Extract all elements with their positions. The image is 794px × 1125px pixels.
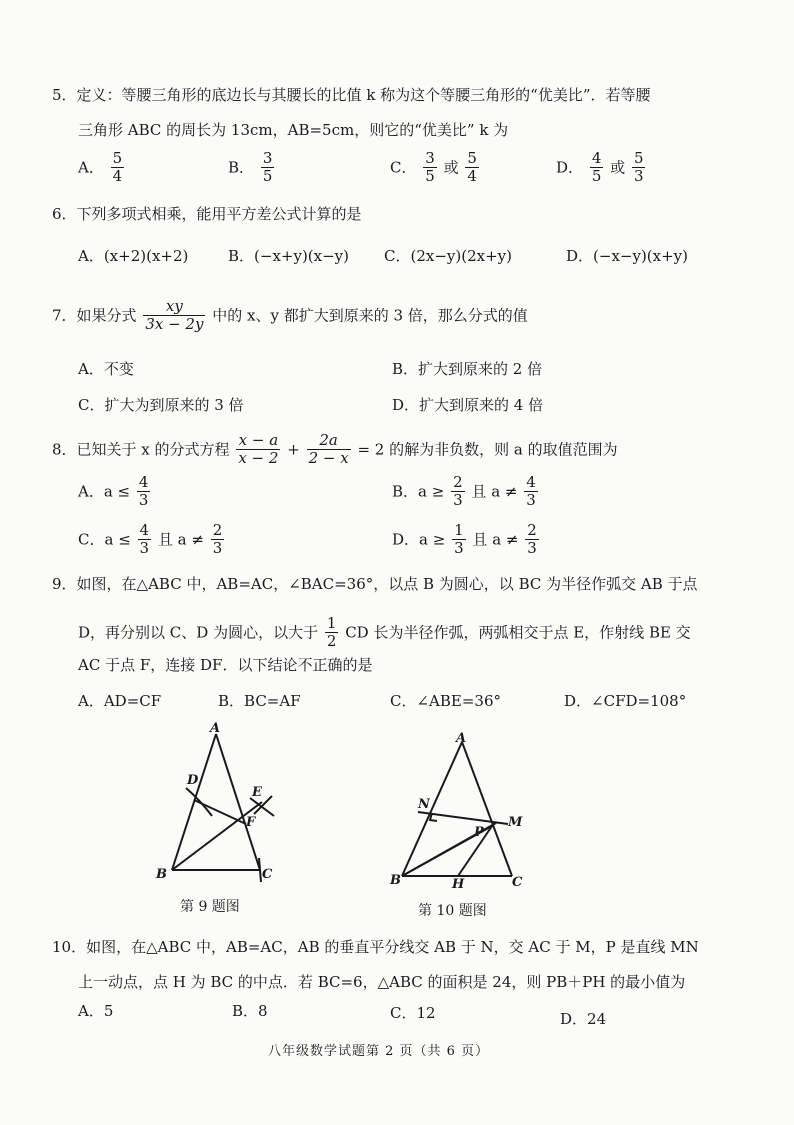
fraction	[261, 150, 275, 185]
denominator: 3	[138, 491, 149, 509]
denominator: 4	[112, 167, 123, 185]
question-9-line2	[78, 615, 691, 650]
denominator: 5	[425, 167, 435, 185]
question-10-option-a: A．5	[78, 1002, 114, 1020]
label-p: P	[474, 825, 484, 840]
option-label: A．	[78, 158, 104, 177]
fraction	[590, 150, 604, 185]
fraction	[236, 432, 280, 467]
fraction	[525, 522, 539, 557]
fraction	[452, 522, 466, 557]
option-label: D．	[556, 158, 584, 177]
question-10-option-c: C．12	[390, 1004, 436, 1022]
question-8-option-d	[392, 522, 541, 557]
denominator: 3	[526, 491, 536, 509]
label-e: E	[252, 785, 262, 800]
or-word: 或	[610, 158, 626, 177]
numerator: 3	[425, 149, 435, 167]
denominator: 3	[212, 539, 223, 557]
stem-text: D，再分别以 C、D 为圆心，以大于	[78, 623, 319, 642]
stem-text: 中的 x、y 都扩大到原来的 3 倍，那么分式的值	[212, 306, 528, 325]
or-word: 或	[443, 158, 459, 177]
numerator: 1	[326, 614, 337, 632]
denominator: 2	[326, 632, 337, 650]
numerator: 5	[112, 149, 123, 167]
question-8-option-a	[78, 474, 152, 509]
option-text: B．a ≥	[392, 482, 445, 501]
question-9-line1: 9．如图，在△ABC 中，AB=AC，∠BAC=36°，以点 B 为圆心，以 BC 为半径作弧交 AB 于点	[52, 575, 698, 593]
question-10-line2: 上一动点，点 H 为 BC 的中点．若 BC=6，△ABC 的面积是 24，则 PB＋PH 的最小值为	[78, 973, 686, 991]
denominator: 4	[467, 167, 477, 185]
question-9-line3: AC 于点 F，连接 DF．以下结论不正确的是	[78, 656, 373, 674]
label-f: F	[246, 815, 256, 830]
label-m: M	[508, 815, 523, 830]
option-text: C．a ≤	[78, 530, 131, 549]
label-b: B	[390, 873, 401, 888]
question-8-option-c	[78, 522, 226, 557]
fraction	[111, 150, 125, 185]
question-10-option-b: B．8	[232, 1002, 268, 1020]
label-h: H	[452, 877, 465, 890]
question-5-option-d	[556, 150, 647, 185]
fraction	[524, 474, 538, 509]
option-text: 且 a ≠	[472, 530, 519, 549]
fraction	[211, 522, 225, 557]
question-10-line1: 10．如图，在△ABC 中，AB=AC，AB 的垂直平分线交 AB 于 N，交 AC 于 M，P 是直线 MN	[52, 938, 699, 956]
denominator: 3x − 2y	[145, 315, 204, 333]
numerator: x − a	[236, 432, 280, 450]
label-a: A	[210, 721, 221, 736]
numerator: 4	[139, 521, 150, 539]
question-8-option-b	[392, 474, 540, 509]
question-9-option-b: B．BC=AF	[218, 692, 301, 710]
question-8-stem	[52, 432, 618, 467]
denominator: 3	[527, 539, 537, 557]
option-label: B．	[228, 158, 255, 177]
denominator: x − 2	[238, 449, 279, 467]
label-a: A	[456, 731, 467, 746]
denominator: 3	[454, 539, 464, 557]
denominator: 3	[633, 167, 644, 185]
numerator: 2	[453, 473, 463, 491]
figure-10-caption: 第 10 题图	[418, 903, 487, 919]
label-n: N	[418, 797, 430, 812]
numerator: 5	[633, 149, 644, 167]
denominator: 3	[453, 491, 463, 509]
stem-text: CD 长为半径作弧，两弧相交于点 E，作射线 BE 交	[345, 623, 691, 642]
question-5-option-a	[78, 150, 126, 185]
question-9-option-a: A．AD=CF	[78, 692, 162, 710]
stem-text: 8．已知关于 x 的分式方程	[52, 440, 230, 459]
numerator: 2	[212, 521, 223, 539]
question-6-option-c: C．(2x−y)(2x+y)	[384, 247, 512, 265]
denominator: 5	[262, 167, 273, 185]
option-label: C．	[390, 158, 417, 177]
figure-10-diagram	[388, 730, 528, 890]
plus-sign: +	[287, 440, 300, 459]
question-5-option-b	[228, 150, 276, 185]
numerator: 1	[454, 521, 464, 539]
denominator: 2 − x	[308, 449, 349, 467]
stem-text: = 2 的解为非负数，则 a 的取值范围为	[357, 440, 618, 459]
arc-c-mark	[259, 858, 261, 882]
fraction	[307, 432, 351, 467]
numerator: 2a	[307, 432, 351, 450]
fraction	[451, 474, 465, 509]
question-7-option-b: B．扩大到原来的 2 倍	[392, 360, 543, 378]
fraction	[137, 474, 151, 509]
stem-text: 7．如果分式	[52, 306, 137, 325]
label-c: C	[512, 875, 523, 890]
question-10-option-d: D．24	[560, 1010, 607, 1028]
option-text: 且 a ≠	[157, 530, 204, 549]
figure-9-caption: 第 9 题图	[180, 899, 240, 915]
question-9-option-d: D．∠CFD=108°	[564, 692, 687, 710]
option-text: D．a ≥	[392, 530, 446, 549]
question-7-option-a: A．不变	[78, 360, 134, 378]
fraction	[632, 150, 646, 185]
question-5-line1: 5．定义：等腰三角形的底边长与其腰长的比值 k 称为这个等腰三角形的“优美比”．若等腰	[52, 86, 651, 104]
numerator: xy	[143, 298, 205, 316]
denominator: 3	[139, 539, 150, 557]
denominator: 5	[591, 167, 602, 185]
figure-9-diagram	[150, 720, 290, 890]
numerator: 4	[591, 149, 602, 167]
question-5-line2: 三角形 ABC 的周长为 13cm，AB=5cm，则它的“优美比” k 为	[78, 121, 509, 139]
question-7-stem	[52, 298, 528, 333]
numerator: 4	[526, 473, 536, 491]
question-6-option-d: D．(−x−y)(x+y)	[566, 247, 689, 265]
label-b: B	[156, 867, 167, 882]
question-5-option-c	[390, 150, 481, 185]
question-9-option-c: C．∠ABE=36°	[390, 692, 502, 710]
numerator: 5	[467, 149, 477, 167]
fraction	[423, 150, 437, 185]
side-ab	[402, 742, 462, 876]
numerator: 4	[138, 473, 149, 491]
numerator: 3	[262, 149, 273, 167]
fraction	[325, 615, 339, 650]
question-6-stem: 6．下列多项式相乘，能用平方差公式计算的是	[52, 205, 362, 223]
question-6-option-a: A．(x+2)(x+2)	[78, 247, 189, 265]
side-ac	[462, 742, 512, 876]
option-text: 且 a ≠	[471, 482, 518, 501]
label-d: D	[187, 773, 199, 788]
page-footer: 八年级数学试题第 2 页（共 6 页）	[268, 1044, 490, 1059]
numerator: 2	[527, 521, 537, 539]
label-c: C	[262, 867, 273, 882]
side-ac	[216, 734, 260, 870]
fraction	[465, 150, 479, 185]
question-6-option-b: B．(−x+y)(x−y)	[228, 247, 350, 265]
question-7-option-c: C．扩大为到原来的 3 倍	[78, 396, 244, 414]
fraction	[143, 298, 205, 333]
option-text: A．a ≤	[78, 482, 131, 501]
fraction	[138, 522, 152, 557]
question-7-option-d: D．扩大到原来的 4 倍	[392, 396, 544, 414]
side-ab	[172, 734, 216, 870]
